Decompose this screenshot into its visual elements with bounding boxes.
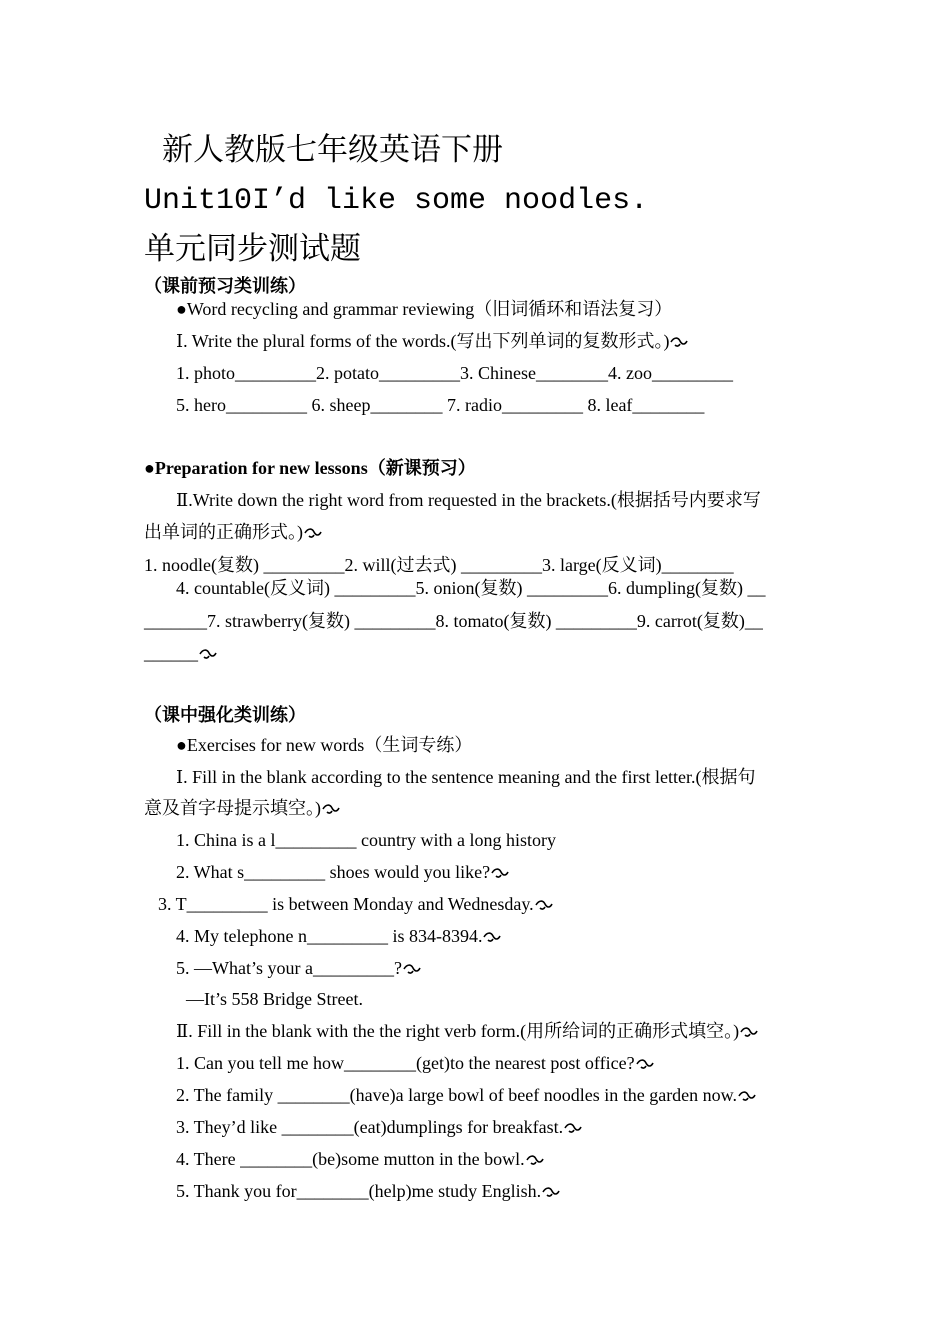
scribble-mark-icon — [564, 1122, 582, 1134]
scribble-mark-icon — [526, 1154, 544, 1166]
question-line: ______ — [144, 642, 217, 664]
scribble-mark-icon — [483, 931, 501, 943]
question-line: 2. The family ________(have)a large bowl of beef noodles in the garden now. — [176, 1084, 756, 1106]
title-chinese: 新人教版七年级英语下册 — [162, 132, 503, 168]
exercise-instruction: Ⅱ. Fill in the blank with the the right verb form.(用所给词的正确形式填空。) — [176, 1020, 758, 1042]
section-heading-preview: （课前预习类训练） — [144, 276, 306, 296]
scribble-mark-icon — [535, 899, 553, 911]
subsection-heading: ●Exercises for new words（生词专练） — [176, 735, 473, 755]
question-line: 1. photo_________2. potato_________3. Chinese________4. zoo_________ — [176, 363, 733, 383]
exercise-instruction-cont: 出单词的正确形式。) — [144, 521, 322, 543]
subsection-heading: ●Word recycling and grammar reviewing（旧词循环和语法复习） — [176, 299, 673, 319]
question-line: 3. T_________ is between Monday and Wednesday. — [158, 893, 553, 915]
title-test: 单元同步测试题 — [144, 231, 361, 267]
exercise-instruction: Ⅰ. Fill in the blank according to the sentence meaning and the first letter.(根据句 — [176, 767, 756, 787]
question-line: 1. China is a l_________ country with a long history — [176, 830, 556, 850]
exercise-instruction: Ⅰ. Write the plural forms of the words.(写出下列单词的复数形式。) — [176, 330, 688, 352]
scribble-mark-icon — [670, 336, 688, 348]
scribble-mark-icon — [738, 1090, 756, 1102]
question-line: 3. They’d like ________(eat)dumplings for breakfast. — [176, 1116, 582, 1138]
question-line: 5. —What’s your a_________? — [176, 957, 421, 979]
question-line: 1. Can you tell me how________(get)to the nearest post office? — [176, 1052, 654, 1074]
scribble-mark-icon — [636, 1058, 654, 1070]
question-line: 1. noodle(复数) _________2. will(过去式) _________3. large(反义词)________ — [144, 555, 734, 575]
scribble-mark-icon — [542, 1186, 560, 1198]
scribble-mark-icon — [199, 648, 217, 660]
question-line: 5. hero_________ 6. sheep________ 7. radio_________ 8. leaf________ — [176, 395, 705, 415]
scribble-mark-icon — [304, 527, 322, 539]
exercise-instruction-cont: 意及首字母提示填空。) — [144, 797, 340, 819]
question-line: 2. What s_________ shoes would you like? — [176, 861, 509, 883]
scribble-mark-icon — [322, 803, 340, 815]
question-line: 4. There ________(be)some mutton in the bowl. — [176, 1148, 544, 1170]
exercise-instruction: Ⅱ.Write down the right word from requested in the brackets.(根据括号内要求写 — [176, 490, 761, 510]
question-line: 4. countable(反义词) _________5. onion(复数) _________6. dumpling(复数) __ — [176, 578, 766, 598]
answer-line: —It’s 558 Bridge Street. — [186, 989, 363, 1009]
section-heading-new-lessons: ●Preparation for new lessons（新课预习） — [144, 458, 476, 478]
scribble-mark-icon — [491, 867, 509, 879]
question-line: 4. My telephone n_________ is 834-8394. — [176, 925, 501, 947]
section-heading-in-class: （课中强化类训练） — [144, 705, 306, 725]
scribble-mark-icon — [403, 963, 421, 975]
scribble-mark-icon — [740, 1026, 758, 1038]
question-line: _______7. strawberry(复数) _________8. tomato(复数) _________9. carrot(复数)__ — [144, 611, 763, 631]
question-line: 5. Thank you for________(help)me study English. — [176, 1180, 560, 1202]
title-unit: Unit10I’d like some noodles. — [144, 184, 649, 218]
